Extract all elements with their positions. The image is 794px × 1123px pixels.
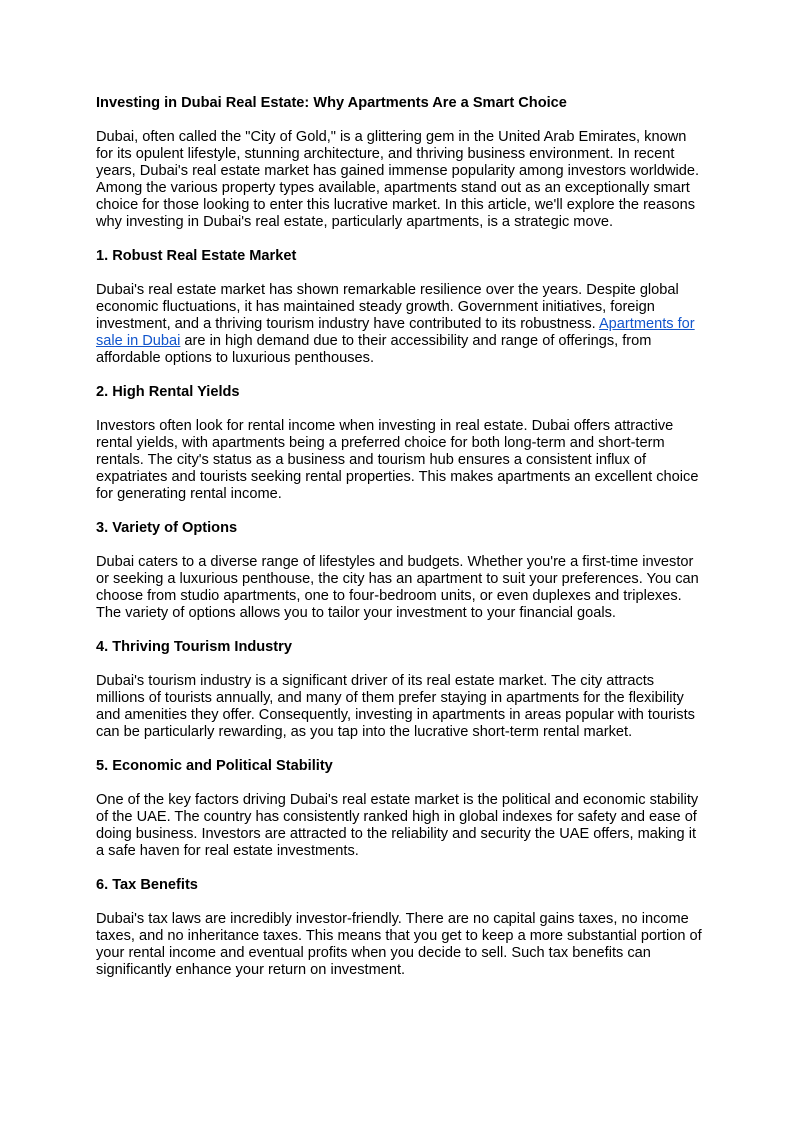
section-paragraph-tourism: Dubai's tourism industry is a significant driver of its real estate market. The city attracts millions of tourists annually, and many of them prefer staying in apartments for the flexibility and amenities they offer. Consequently, investing in apartments in areas popular with tourists can be particularly rewarding, as you tap into the lucrative short-term rental market. bbox=[96, 673, 695, 740]
paragraph-text: Dubai's real estate market has shown remarkable resilience over the years. Despite global economic fluctuations, it has maintained steady growth. Government initiatives, foreign investment, and a thriving tourism industry have contributed to its robustness. bbox=[96, 282, 679, 332]
section-heading-variety: 3. Variety of Options bbox=[96, 520, 238, 536]
section-paragraph-tax: Dubai's tax laws are incredibly investor-friendly. There are no capital gains taxes, no income taxes, and no inheritance taxes. This means that you get to keep a more substantial portion of your rental income and eventual profits when you decide to sell. Such tax benefits can significantly enhance your return on investment. bbox=[96, 911, 702, 978]
paragraph-text: are in high demand due to their accessibility and range of offerings, from affordable options to luxurious penthouses. bbox=[96, 333, 652, 366]
section-heading-robust-market: 1. Robust Real Estate Market bbox=[96, 248, 297, 264]
document-page bbox=[96, 95, 704, 996]
section-heading-tourism: 4. Thriving Tourism Industry bbox=[96, 639, 292, 655]
section-paragraph-robust-market bbox=[96, 282, 704, 367]
section-heading-stability: 5. Economic and Political Stability bbox=[96, 758, 333, 774]
section-paragraph-stability: One of the key factors driving Dubai's real estate market is the political and economic stability of the UAE. The country has consistently ranked high in global indexes for safety and ease of doing business. Investors are attracted to the reliability and security the UAE offers, making it a safe haven for real estate investments. bbox=[96, 792, 699, 859]
intro-paragraph: Dubai, often called the "City of Gold," is a glittering gem in the United Arab Emirates, known for its opulent lifestyle, stunning architecture, and thriving business environment. In recent years, Dubai's real estate market has gained immense popularity among investors worldwide. Among the various property types available, apartments stand out as an exceptionally smart choice for those looking to enter this lucrative market. In this article, we'll explore the reasons why investing in Dubai's real estate, particularly apartments, is a strategic move. bbox=[96, 129, 700, 230]
section-paragraph-rental-yields: Investors often look for rental income when investing in real estate. Dubai offers attractive rental yields, with apartments being a preferred choice for both long-term and short-term rentals. The city's status as a business and tourism hub ensures a consistent influx of expatriates and tourists seeking rental properties. This makes apartments an excellent choice for generating rental income. bbox=[96, 418, 699, 502]
document-title: Investing in Dubai Real Estate: Why Apartments Are a Smart Choice bbox=[96, 95, 567, 111]
section-paragraph-variety: Dubai caters to a diverse range of lifestyles and budgets. Whether you're a first-time investor or seeking a luxurious penthouse, the city has an apartment to suit your preferences. You can choose from studio apartments, one to four-bedroom units, or even duplexes and triplexes. The variety of options allows you to tailor your investment to your financial goals. bbox=[96, 554, 699, 621]
section-heading-rental-yields: 2. High Rental Yields bbox=[96, 384, 240, 400]
section-heading-tax: 6. Tax Benefits bbox=[96, 877, 198, 893]
apartments-for-sale-link[interactable]: Apartments for sale in Dubai bbox=[96, 316, 695, 349]
